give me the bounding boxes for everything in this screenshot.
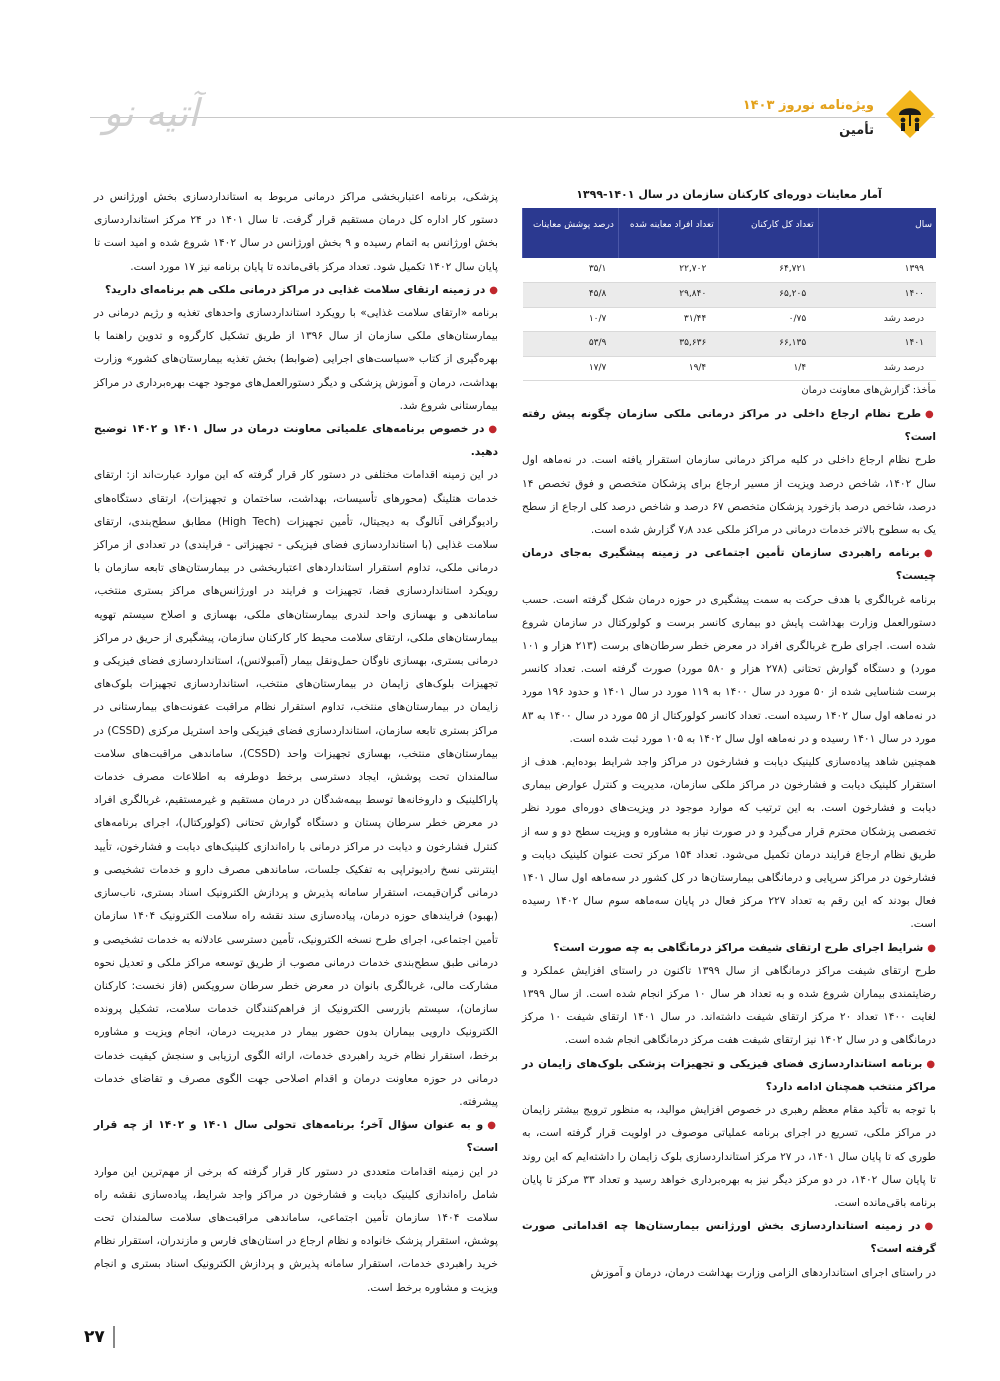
table-cell: ۲۲,۷۰۲ — [618, 258, 718, 283]
paragraph: پزشکی، برنامه اعتباربخشی مراکز درمانی مربوط به استانداردسازی بخش اورژانس در دستور کار اداره کل درمان مستقیم قرار گرفت. تا سال ۱۴۰۱ در ۲۴ مرکز استانداردسازی بخش اورژانس به اتمام رسیده و ۹ بخش اورژانس در سال ۱۴۰۲ شروع شده و امید است تا پایان سال ۱۴۰۲ تکمیل شود. تعداد مرکز باقی‌مانده تا پایان برنامه نیز ۱۷ مورد است. — [94, 191, 499, 273]
question-heading — [94, 418, 498, 464]
question-text: شرایط اجرای طرح ارتقای شیفت مراکز درمانگاهی به چه صورت است؟ — [553, 941, 924, 954]
paragraph: طرح ارتقای شیفت مراکز درمانگاهی از سال ۱۳۹۹ تاکنون در راستای افزایش عملکرد و رضایتمندی بیماران شروع شده و به تعداد هر سال ۱۰ مرکز انجام شده است. از سال ۱۳۹۹ لغایت ۱۴۰۰ تعداد ۲۰ مرکز ارتقای شیفت داشته‌اند. در سال ۱۴۰۱ ارتقای شیفت ۱۰ مرکز درمانگاهی و در سال ۱۴۰۲ نیز ارتقای شیفت هفت مرکز درمانگاهی انجام شده است. — [522, 964, 936, 1047]
question-text: برنامه استانداردسازی فضای فیزیکی و تجهیزات پزشکی بلوک‌های زایمان در مراکز منتخب همچنان ادامه دارد؟ — [522, 1057, 936, 1093]
question-heading — [522, 937, 936, 960]
question-heading — [522, 1215, 936, 1261]
question-heading — [522, 1053, 936, 1099]
header-divider — [90, 117, 935, 118]
table-cell: ۰/۷۵ — [718, 307, 818, 332]
table-cell: ۶۶,۱۳۵ — [718, 332, 818, 357]
table-row — [523, 356, 937, 381]
paragraph: طرح نظام ارجاع داخلی در کلیه مراکز درمانی سازمان استقرار یافته است. در نه‌ماهه اول سال ۱۴۰۲، شاخص درصد ویزیت از مسیر ارجاع برای پزشکان متخصص و فوق تخصص ۱۴ درصد، شاخص درصد بازخورد پزشکان متخصص ۶۷ درصد و شاخص درصد کلی ارجاع از سطح یک به سطوح بالاتر خدمات درمانی در مراکز ملکی عدد ۷٫۸ گزارش شده است. — [522, 454, 936, 537]
table-row — [523, 307, 937, 332]
paragraph: در راستای اجرای استانداردهای الزامی وزارت بهداشت درمان، درمان و آموزش — [590, 1266, 936, 1279]
page-number: ۲۷ — [84, 1327, 105, 1347]
magazine-logo-text: آتیه نو — [103, 91, 199, 135]
table-cell: ۶۴,۷۲۱ — [718, 258, 818, 283]
paragraph: برنامه غربالگری با هدف حرکت به سمت پیشگیری در حوزه درمان شکل گرفته است. حسب دستورالعمل وزارت بهداشت پایش دو بیماری کانسر برست و کولورکتال در سازمان شروع شده است. اجرای طرح غربالگری افراد در معرض خطر سرطان‌های برست (۲۱۳ هزار و ۱۰۱ مورد) و دستگاه گوارش تحتانی (۲۷۸ هزار و ۵۸۰ مورد) صورت گرفته است. تعداد کانسر برست شناسایی شده از ۵۰ مورد در سال ۱۴۰۰ به ۱۱۹ مورد در سال ۱۴۰۱ و حدود ۱۹۶ مورد در نه‌ماهه اول سال ۱۴۰۲ رسیده است. تعداد کانسر کولورکتال از ۵۵ مورد در سال ۱۴۰۰ به ۸۳ مورد در سال ۱۴۰۱ رسیده و در نه‌ماهه اول سال ۱۴۰۲ به ۱۰۵ مورد ثبت شده است. — [522, 593, 936, 745]
table-cell: ۳۵/۱ — [523, 258, 619, 283]
bullet-icon: ● — [926, 1058, 936, 1070]
table-header-cell: تعداد کل کارکنان — [718, 208, 818, 258]
table-cell: ۱۰/۷ — [523, 307, 619, 332]
paragraph: در این زمینه اقدامات مختلفی در دستور کار قرار گرفته که این موارد عبارت‌اند از: ارتقای خدمات هتلینگ (محورهای تأسیسات، بهداشت، ساختمان و تجهیزات)، ارتقای دستگاه‌های رادیوگرافی آنالوگ به دیجیتال، تأمین تجهیزات (High Tech) مطابق سطح‌بندی، ارتقای سلامت غذایی (با استانداردسازی فضای فیزیکی - تجهیزاتی - فرایندی) در تعدادی از مراکز درمانی ملکی، تداوم استقرار استانداردهای اعتباربخشی در بیمارستان‌های تابعه سازمان با رویکرد استانداردسازی فضا، تجهیزات و فرایند در اورژانس‌های مراکز بستری منتخب، ساماندهی و بهسازی واحد لندری بیمارستان‌های ملکی، بهسازی و اصلاح سیستم تهویه بیمارستان‌های ملکی، ارتقای سلامت محیط کار کارکنان سازمان، پیشگیری از حریق در مراکز درمانی بستری، بهسازی ناوگان حمل‌ونقل بیمار (آمبولانس)، استانداردسازی فضای فیزیکی و تجهیزات بلوک‌های زایمان در بیمارستان‌های منتخب، استانداردسازی تجهیزات بلوک‌های زایمان در بیمارستان‌های منتخب، تداوم استقرار نظام مراقبت عفونت‌های بیمارستانی در مراکز بستری تابعه سازمان، استانداردسازی فضای فیزیکی واحد استریل مرکزی (CSSD) در بیمارستان‌های منتخب، بهسازی تجهیزات واحد (CSSD)، ساماندهی مراقبت‌های سلامت سالمندان تحت پوشش، ایجاد دسترسی برخط دوطرفه به اطلاعات مصرف خدمات پاراکلینیک و داروخانه‌ها توسط بیمه‌شدگان در درمان مستقیم و غیرمستقیم، غربالگری افراد در معرض خطر سرطان پستان و دستگاه گوارش تحتانی (کولورکتال)، اجرای برنامه‌های کنترل فشارخون و دیابت در مراکز درمانی با راه‌اندازی کلینیک‌های دیابت و فشارخون، تأیید اینترنتی نسخ رادیوتراپی به تفکیک جلسات، ساماندهی مصرف دارو و خدمات تشخیصی و درمانی گران‌قیمت، استقرار سامانه پذیرش و پردازش الکترونیک اسناد بستری، ناب‌سازی (بهبود) فرایندهای حوزه درمان، پیاده‌سازی سند نقشه راه سلامت الکترونیک ۱۴۰۴ سازمان تأمین اجتماعی، اجرای طرح نسخه الکترونیک، تأمین دسترسی عادلانه به خدمات تشخیصی و درمانی طبق سطح‌بندی خدمات درمانی مصوب از طریق توسعه مراکز ملکی و تعدیل نحوه مشارکت مالی، غربالگری بانوان در معرض خطر سرطان سرویکس (فاز نخست: کارکنان سازمان)، سیستم بازرسی الکترونیک از فراهم‌کنندگان خدمات سلامت، تشکیل پرونده الکترونیک دارویی بیماران بدون حضور بیمار در مدیریت درمان، انجام ویزیت و مشاوره برخط، استقرار نظام خرید راهبردی خدمات، ارائه الگوی ارزیابی و سنجش کیفیت خدمات درمانی در حوزه معاونت درمان و اقدام اصلاحی جهت الگوی مصرف و تقاضای خدمات پیشرفته. — [94, 469, 499, 1108]
table-cell: درصد رشد — [818, 307, 936, 332]
table-row — [523, 258, 937, 283]
table-cell: ۱۴۰۱ — [818, 332, 936, 357]
table-cell: ۶۵,۲۰۵ — [718, 283, 818, 308]
table-title: آمار معاینات دوره‌ای کارکنان سازمان در سال ۱۴۰۱-۱۳۹۹ — [576, 188, 882, 201]
organization-logo — [884, 88, 936, 140]
left-column — [94, 186, 498, 1300]
question-heading — [94, 279, 498, 302]
magazine-logo — [96, 82, 206, 142]
paragraph: در این زمینه اقدامات متعددی در دستور کار قرار گرفته که برخی از مهم‌ترین این موارد شامل راه‌اندازی کلینیک دیابت و فشارخون در مراکز واجد شرایط، پیاده‌سازی نقشه راه سلامت ۱۴۰۴ سازمان تأمین اجتماعی، ساماندهی مراقبت‌های سلامت سالمندان تحت پوشش، استقرار پزشک خانواده و نظام ارجاع در استان‌های فارس و مازندران، استقرار نظام خرید راهبردی خدمات، استقرار سامانه پذیرش و پردازش الکترونیک اسناد بستری و انجام ویزیت و مشاوره برخط است. — [94, 1165, 498, 1294]
table-cell: ۱۷/۷ — [523, 356, 619, 381]
table-cell: ۱/۴ — [718, 356, 818, 381]
bullet-icon: ● — [487, 1120, 498, 1132]
paragraph: برنامه «ارتقای سلامت غذایی» با رویکرد استانداردسازی واحدهای تغذیه و رژیم درمانی در بیمارستان‌های ملکی سازمان از سال ۱۳۹۶ از طریق تشکیل کارگروه و تدوین راهنما با بهره‌گیری از کتاب «سیاست‌های اجرایی (ضوابط) بخش تغذیه بیمارستان‌های کشور» وزارت بهداشت، درمان و آموزش پزشکی و دیگر دستورالعمل‌های موجود جهت بهره‌برداری در مراکز بیمارستانی شروع شد. — [94, 307, 498, 412]
paragraph: با توجه به تأکید مقام معظم رهبری در خصوص افزایش موالید، به منظور ترویج بیشتر زایمان در مراکز ملکی، تسریع در اجرای برنامه عملیاتی موصوف در اولویت قرار گرفته است، به طوری که تا پایان سال ۱۴۰۱، در ۲۷ مرکز استانداردسازی بلوک زایمان را داشته‌ایم که این روند تا پایان سال ۱۴۰۲، در دو مرکز دیگر نیز به بهره‌برداری خواهد رسید و تعداد ۳۳ مرکز تا پایان برنامه باقی‌مانده است. — [522, 1104, 936, 1209]
bullet-icon: ● — [489, 284, 498, 296]
bullet-icon: ● — [925, 409, 936, 420]
bullet-icon: ● — [924, 548, 936, 560]
question-heading — [94, 1114, 498, 1160]
question-text: و به عنوان سؤال آخر؛ برنامه‌های تحولی سال ۱۴۰۱ و ۱۴۰۲ از چه قرار است؟ — [94, 1119, 498, 1155]
table-row — [523, 332, 937, 357]
question-text: در زمینه ارتقای سلامت غذایی در مراکز درمانی ملکی هم برنامه‌ای دارید؟ — [104, 283, 486, 296]
table-cell: ۴۵/۸ — [523, 283, 619, 308]
bullet-icon: ● — [924, 1221, 936, 1233]
right-column — [522, 186, 936, 1285]
table-cell: ۱۳۹۹ — [818, 258, 936, 283]
table-row — [523, 283, 937, 308]
question-text: در خصوص برنامه‌های علمیاتی معاونت درمان در سال ۱۴۰۱ و ۱۴۰۲ توضیح دهید. — [94, 423, 498, 459]
table-header-cell: سال — [818, 208, 936, 258]
section-title: تأمین — [839, 123, 874, 138]
table-header-cell: تعداد افراد معاینه شده — [618, 208, 718, 258]
table-cell: ۱۹/۴ — [618, 356, 718, 381]
table-header-cell: درصد پوشش معاینات — [523, 208, 619, 258]
question-text: برنامه راهبردی سازمان تأمین اجتماعی در زمینه پیشگیری به‌جای درمان چیست؟ — [522, 547, 936, 583]
stats-table — [522, 208, 936, 381]
table-source: مأخذ: گزارش‌های معاونت درمان — [801, 385, 936, 396]
bullet-icon: ● — [488, 424, 498, 436]
bullet-icon: ● — [927, 942, 936, 954]
question-text: طرح نظام ارجاع داخلی در مراکز درمانی ملکی سازمان چگونه پیش رفته است؟ — [522, 408, 936, 444]
table-cell: ۱۴۰۰ — [818, 283, 936, 308]
page-header — [90, 80, 935, 150]
page-footer — [84, 1325, 115, 1349]
paragraph: همچنین شاهد پیاده‌سازی کلینیک دیابت و فشارخون در مراکز واجد شرایط بوده‌ایم. هدف از استقرار کلینیک دیابت و فشارخون در مراکز ملکی سازمان، مدیریت و کنترل عوارض بیماری دیابت و فشارخون است. به این ترتیب که موارد موجود در ویزیت‌های دوره‌ای مورد نظر تخصصی پزشکان محترم قرار می‌گیرد و در صورت نیاز به مشاوره و ویزیت سطح دو و سه از طریق نظام ارجاع فرایند درمان تکمیل می‌شود. تعداد ۱۵۴ مرکز تحت عنوان کلینیک دیابت و فشارخون در مراکز سرپایی و درمانگاهی بیمارستان‌ها در کل کشور در سه‌ماهه اول سال ۱۴۰۱ فعال بودند که این رقم به تعداد ۲۲۷ مرکز فعال در پایان سه‌ماهه سوم سال ۱۴۰۲ رسیده است. — [522, 756, 936, 931]
table-header-row — [523, 208, 937, 258]
table-cell: ۲۹,۸۴۰ — [618, 283, 718, 308]
question-text: در زمینه استانداردسازی بخش اورژانس بیمارستان‌ها چه اقداماتی صورت گرفته است؟ — [522, 1220, 936, 1256]
table-cell: درصد رشد — [818, 356, 936, 381]
footer-divider — [113, 1326, 115, 1348]
table-cell: ۳۵,۶۳۶ — [618, 332, 718, 357]
issue-title: ویژه‌نامه نوروز ۱۴۰۳ — [742, 98, 874, 113]
table-cell: ۵۳/۹ — [523, 332, 619, 357]
question-heading — [522, 542, 936, 588]
question-heading — [522, 403, 936, 449]
table-cell: ۳۱/۴۴ — [618, 307, 718, 332]
